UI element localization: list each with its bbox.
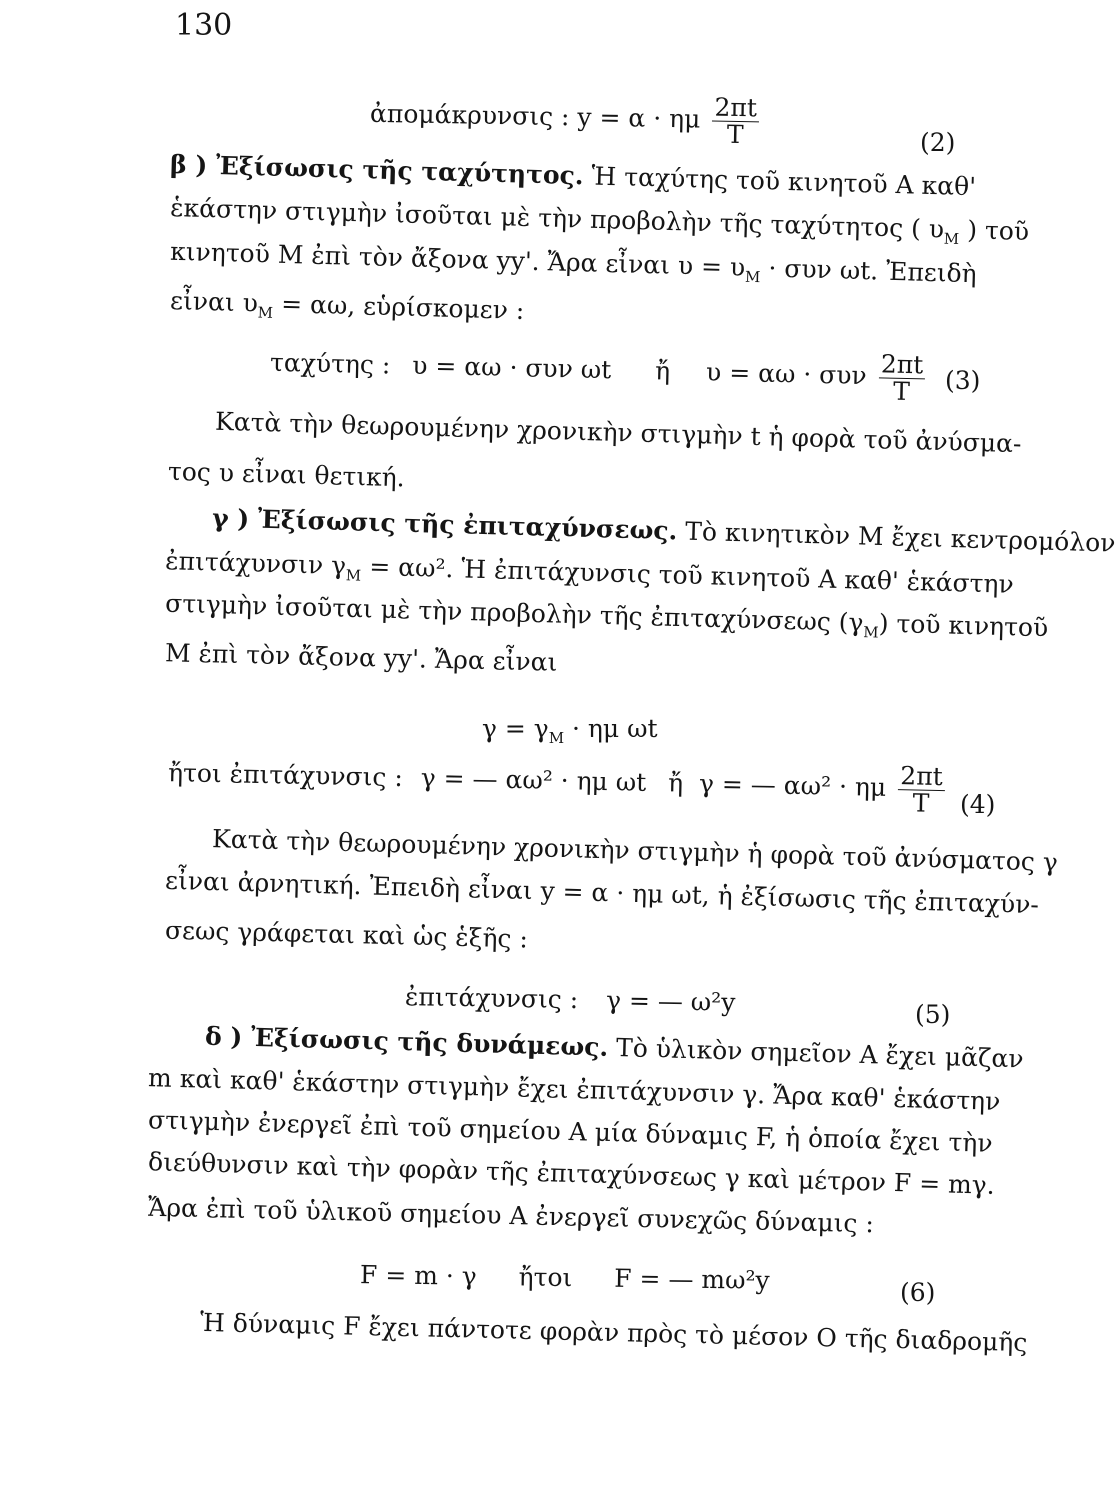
section-delta-line-4: διεύθυνσιν καὶ τὴν φορὰν τῆς ἐπιταχύνσεως γ καὶ μέτρον F = mγ.: [147, 1147, 996, 1200]
section-delta-heading: δ ) Ἐξίσωσις τῆς δυνάμεως.: [204, 1021, 609, 1062]
section-delta-line-3: στιγμὴν ἐνεργεῖ ἐπὶ τοῦ σημείου A μία δύναμις F, ἡ ὁποία ἔχει τὴν: [147, 1105, 993, 1158]
section-beta-line-3-sub: M: [744, 267, 761, 287]
section-beta-heading: β ) Ἐξίσωσις τῆς ταχύτητος.: [169, 149, 584, 191]
section-beta-line-4-text: εἶναι υ: [169, 286, 259, 318]
section-beta-line-3-text: κινητοῦ M ἐπὶ τὸν ἄξονα yy'. Ἄρα εἶναι υ = υ: [169, 236, 746, 282]
section-gamma-line-1: [211, 503, 1116, 558]
equation-5-label: ἐπιτάχυνσις :: [404, 982, 579, 1015]
equation-6-expr-a: F = m · γ: [359, 1260, 477, 1291]
equation-4: [168, 748, 949, 818]
section-gamma-line-2-text: ἐπιτάχυνσιν γ: [164, 546, 347, 581]
equation-3: [269, 338, 929, 406]
equation-2-tag: (2): [920, 128, 956, 157]
page-number: 130: [175, 8, 233, 43]
equation-6: [360, 1260, 770, 1295]
equation-4-label: ἤτοι ἐπιτάχυνσις :: [167, 758, 404, 792]
velocity-para-line-1: Κατὰ τὴν θεωρουμένην χρονικὴν στιγμὴν t ἡ φορὰ τοῦ ἀνύσμα-: [214, 406, 1022, 459]
section-gamma-line-2-end: = αω². Ἡ ἐπιτάχυνσις τοῦ κινητοῦ A καθ' ἑκάστην: [360, 551, 1015, 599]
velocity-para-line-2: τος υ εἶναι θετική.: [167, 456, 406, 493]
section-beta-line-4-sub: M: [257, 303, 274, 322]
equation-4-expr-a: γ = — αω² · ημ ωt: [420, 763, 647, 798]
equation-3-tag: (3): [945, 366, 981, 395]
equation-4-fraction: [897, 763, 945, 817]
equation-4-or: ἤ: [667, 768, 684, 798]
equation-5-tag: (5): [915, 1000, 951, 1029]
equation-2-denominator: T: [726, 120, 744, 150]
section-beta-line-4-end: = αω, εὑρίσκομεν :: [272, 288, 525, 325]
equation-3-numerator: 2πt: [879, 351, 926, 379]
equation-gamma: [482, 714, 658, 747]
acceleration-para-line-2: εἶναι ἀρνητική. Ἐπειδὴ εἶναι y = α · ημ ωt, ἡ ἐξίσωσις τῆς ἐπιταχύν-: [164, 865, 1040, 920]
acceleration-para-line-3: σεως γράφεται καὶ ὡς ἑξῆς :: [164, 915, 529, 954]
equation-3-fraction: [878, 351, 926, 406]
equation-2: [370, 89, 764, 149]
equation-3-label: ταχύτης :: [269, 347, 391, 380]
section-gamma-line-3-sub: M: [862, 623, 879, 642]
section-gamma-line-4: M ἐπὶ τὸν ἄξονα yy'. Ἄρα εἶναι: [164, 638, 558, 677]
section-gamma-line-3-text: στιγμὴν ἰσοῦται μὲ τὴν προβολὴν τῆς ἐπιταχύνσεως (γ: [164, 588, 864, 638]
equation-2-label: ἀπομάκρυνσις :: [369, 98, 570, 132]
equation-3-expr-a: υ = αω · συν ωt: [411, 351, 612, 385]
section-gamma-line-3-end: ) τοῦ κινητοῦ: [878, 608, 1049, 643]
equation-4-tag: (4): [960, 790, 996, 819]
equation-3-expr-b: υ = αω · συν: [705, 357, 868, 391]
section-beta-line-3: [169, 236, 978, 292]
section-beta-line-3-end: · συν ωt. Ἐπειδὴ: [760, 253, 978, 289]
section-beta-line-1: [169, 149, 977, 202]
equation-3-denominator: T: [892, 376, 911, 407]
equation-6-tag: (6): [900, 1278, 936, 1307]
acceleration-para-line-1: Κατὰ τὴν θεωρουμένην χρονικὴν στιγμὴν ἡ φορὰ τοῦ ἀνύσματος γ: [211, 824, 1059, 877]
section-delta-line-2: m καὶ καθ' ἑκάστην στιγμὴν ἔχει ἐπιτάχυνσιν γ. Ἄρα καθ' ἑκάστην: [147, 1063, 1001, 1116]
equation-2-fraction: [712, 92, 759, 150]
section-gamma-line-2-sub: M: [345, 566, 362, 585]
equation-6-word: ἤτοι: [518, 1262, 573, 1293]
section-gamma-line-1-text: Τὸ κινητικὸν M ἔχει κεντρομόλον: [676, 516, 1116, 558]
equation-4-numerator: 2πt: [898, 763, 945, 791]
section-beta-line-2-text: ἑκάστην στιγμὴν ἰσοῦται μὲ τὴν προβολὴν τῆς ταχύτητος ( υ: [169, 193, 945, 244]
section-beta-line-4: [170, 288, 525, 328]
equation-5-expr: γ = — ω²y: [605, 985, 736, 1017]
equation-2-expr: y = α · ημ: [577, 102, 701, 134]
equation-gamma-expr: γ = γ: [482, 714, 549, 743]
equation-5: [405, 982, 736, 1017]
equation-4-expr-b: γ = — αω² · ημ: [698, 769, 887, 803]
section-gamma-heading: γ ) Ἐξίσωσις τῆς ἐπιταχύνσεως.: [211, 503, 678, 546]
section-delta-line-5: Ἄρα ἐπὶ τοῦ ὑλικοῦ σημείου A ἐνεργεῖ συνεχῶς δύναμις :: [147, 1192, 875, 1239]
equation-2-numerator: 2πt: [712, 95, 759, 123]
final-line: Ἡ δύναμις F ἔχει πάντοτε φορὰν πρὸς τὸ μέσον O τῆς διαδρομῆς: [199, 1307, 1028, 1358]
section-beta-line-1-text: Ἡ ταχύτης τοῦ κινητοῦ A καθ': [583, 161, 977, 202]
equation-gamma-sub: M: [548, 729, 565, 747]
section-delta-line-1-text: Τὸ ὑλικὸν σημεῖον A ἔχει μᾶζαν: [607, 1032, 1025, 1074]
section-beta-line-2-end: ) τοῦ: [958, 215, 1030, 246]
equation-3-or: ἤ: [654, 356, 671, 386]
equation-6-expr-b: F = — mω²y: [614, 1263, 770, 1295]
section-delta-line-1: [204, 1021, 1025, 1074]
section-beta-line-2-sub: M: [943, 229, 960, 249]
equation-4-denominator: T: [912, 788, 930, 819]
equation-gamma-end: · ημ ωt: [564, 714, 658, 743]
